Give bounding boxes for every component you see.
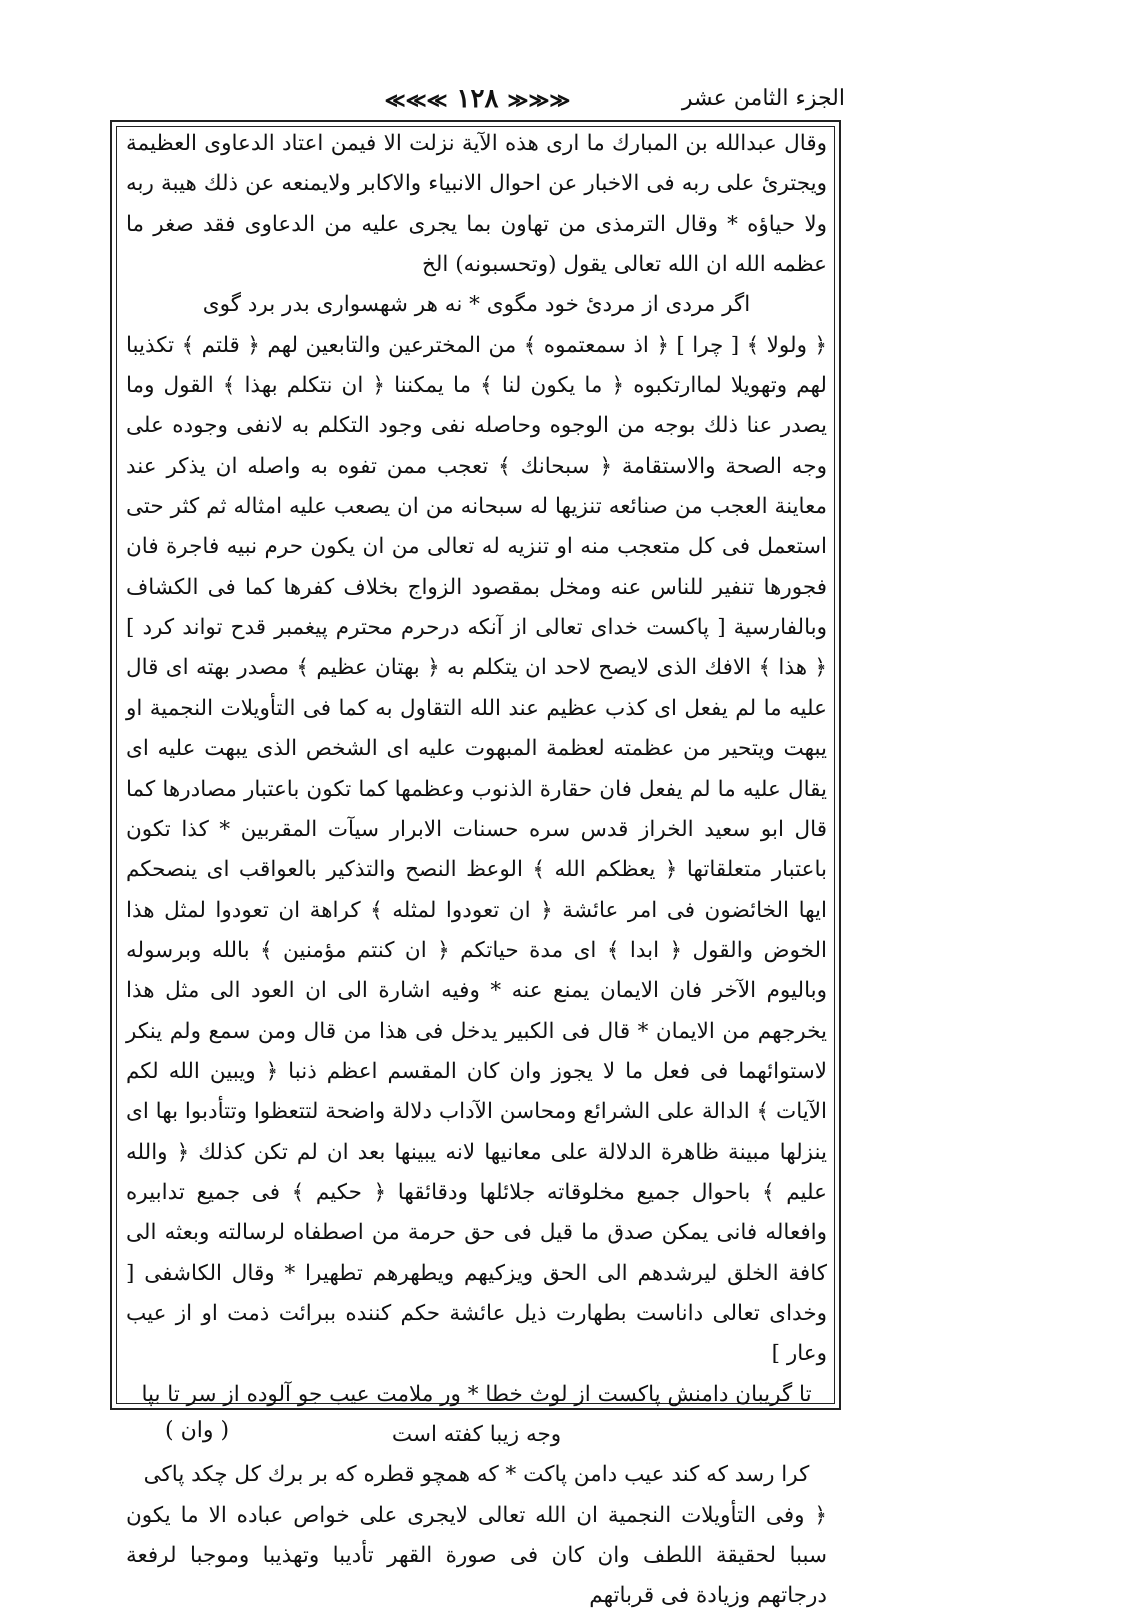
catchword: ( وان ) xyxy=(165,1418,230,1443)
ornament-right-icon: ≫≫≫ xyxy=(507,88,571,112)
paragraph-closing: ﴿ وفى التأويلات النجمية ان الله تعالى لايجرى على خواص عباده الا ما يكون سببا لحقيقة اللطف وان كان فى صورة القهر تأديبا وتهذيبا وموجبا لرفعة درجاتهم وزيادة فى قرباتهم xyxy=(126,1502,827,1609)
paragraph-commentary: ﴿ ولولا ﴾ [ چرا ] ﴿ اذ سمعتموه ﴾ من المخترعين والتابعين لهم ﴿ قلتم ﴾ تكذيبا لهم وتهويلا لماارتكبوه ﴿ ما يكون لنا ﴾ ما يمكننا ﴿ ان نتكلم بهذا ﴾ القول وما يصدر عنا ذلك بوجه من الوجوه وحاصله نفى وجود التكلم به لانفى وجوده على وجه الصحة والاستقامة ﴿ سبحانك ﴾ تعجب ممن تفوه به واصله ان يذكر عند معاينة العجب من صنائعه تنزيها له سبحانه من ان يصعب عليه امثاله ثم كثر حتى استعمل فى كل متعجب منه او تنزيه له تعالى من ان يكون حرم نبيه فاجرة فان فجورها تنفير للناس عنه ومخل بمقصود الزواج بخلاف كفرها كما فى الكشاف وبالفارسية [ پاكست خداى تعالى از آنكه درحرم محترم پيغمبر قدح تواند كرد ] ﴿ هذا ﴾ الافك الذى لايصح لاحد ان يتكلم به ﴿ بهتان عظيم ﴾ مصدر بهته اى قال عليه ما لم يفعل اى كذب عظيم عند الله التقاول به كما فى التأويلات النجمية او يبهت ويتحير من عظمته لعظمة المبهوت عليه اى الشخص الذى يبهت عليه اى يقال عليه ما لم يفعل فان حقارة الذنوب وعظمها كما تكون باعتبار مصادرها كما قال ابو سعيد الخراز قدس سره حسنات الابرار سيآت المقربين * كذا تكون باعتبار متعلقاتها ﴿ يعظكم الله ﴾ الوعظ النصح والتذكير بالعواقب اى ينصحكم ايها الخائضون فى امر عائشة ﴿ ان تعودوا لمثله ﴾ كراهة ان تعودوا لمثل هذا الخوض والقول ﴿ ابدا ﴾ اى مدة حياتكم ﴿ ان كنتم مؤمنين ﴾ بالله وبرسوله وباليوم الآخر فان الايمان يمنع عنه * وفيه اشارة الى ان العود الى مثل هذا يخرجهم من الايمان * قال فى الكبير يدخل فى هذا من قال ومن سمع ولم ينكر لاستوائهما فى فعل ما لا يجوز وان كان المقسم اعظم ذنبا ﴿ ويبين الله لكم الآيات ﴾ الدالة على الشرائع ومحاسن الآداب دلالة واضحة لتتعظوا وتتأدبوا بها اى ينزلها مبينة ظاهرة الدلالة على معانيها لانه يبينها بعد ان لم تكن كذلك ﴿ والله عليم ﴾ باحوال جميع مخلوقاته جلائلها ودقائقها ﴿ حكيم ﴾ فى جميع تدابيره وافعاله فانى يمكن صدق ما قيل فى حق حرمة من اصطفاه لرسالته وبعثه الى كافة الخلق ليرشدهم الى الحق ويزكيهم ويطهرهم تطهيرا * وقال الكاشفى [ وخداى تعالى داناست بطهارت ذيل عائشة حكم كننده ببرائت ذمت او از عيب وعار ] xyxy=(126,332,827,1367)
verse-couplet: وجه زيبا كفته است xyxy=(391,1422,562,1447)
page-number: ١٢٨ xyxy=(456,84,499,114)
body-text xyxy=(126,124,827,1617)
running-title: الجزء الثامن عشر xyxy=(681,86,845,111)
verse-couplet: اگر مردى از مردئ خود مگوى * نه هر شهسوارى بدر برد گوى xyxy=(202,292,751,318)
verse-couplet: تا گريبان دامنش پاكست از لوث خطا * ور ملامت عيب جو آلوده از سر تا بپا xyxy=(141,1381,812,1407)
ornament-left-icon: ≪≪≪ xyxy=(384,88,448,112)
page-number-with-ornaments xyxy=(385,84,571,114)
paragraph-opening: وقال عبدالله بن المبارك ما ارى هذه الآية نزلت الا فيمن اعتاد الدعاوى العظيمة ويجترئ على ربه فى الاخبار عن احوال الانبياء والاكابر ولايمنعه عن ذلك هيبة ربه ولا حياؤه * وقال الترمذى من تهاون بما يجرى عليه من الدعاوى فقد صغر ما عظمه الله ان الله تعالى يقول (وتحسبونه) الخ xyxy=(126,131,827,278)
page-header xyxy=(110,84,845,120)
verse-couplet: كرا رسد كه كند عيب دامن پاكت * كه همچو قطره كه بر برك كل چكد پاكى xyxy=(143,1462,810,1488)
text-frame xyxy=(110,120,841,1609)
